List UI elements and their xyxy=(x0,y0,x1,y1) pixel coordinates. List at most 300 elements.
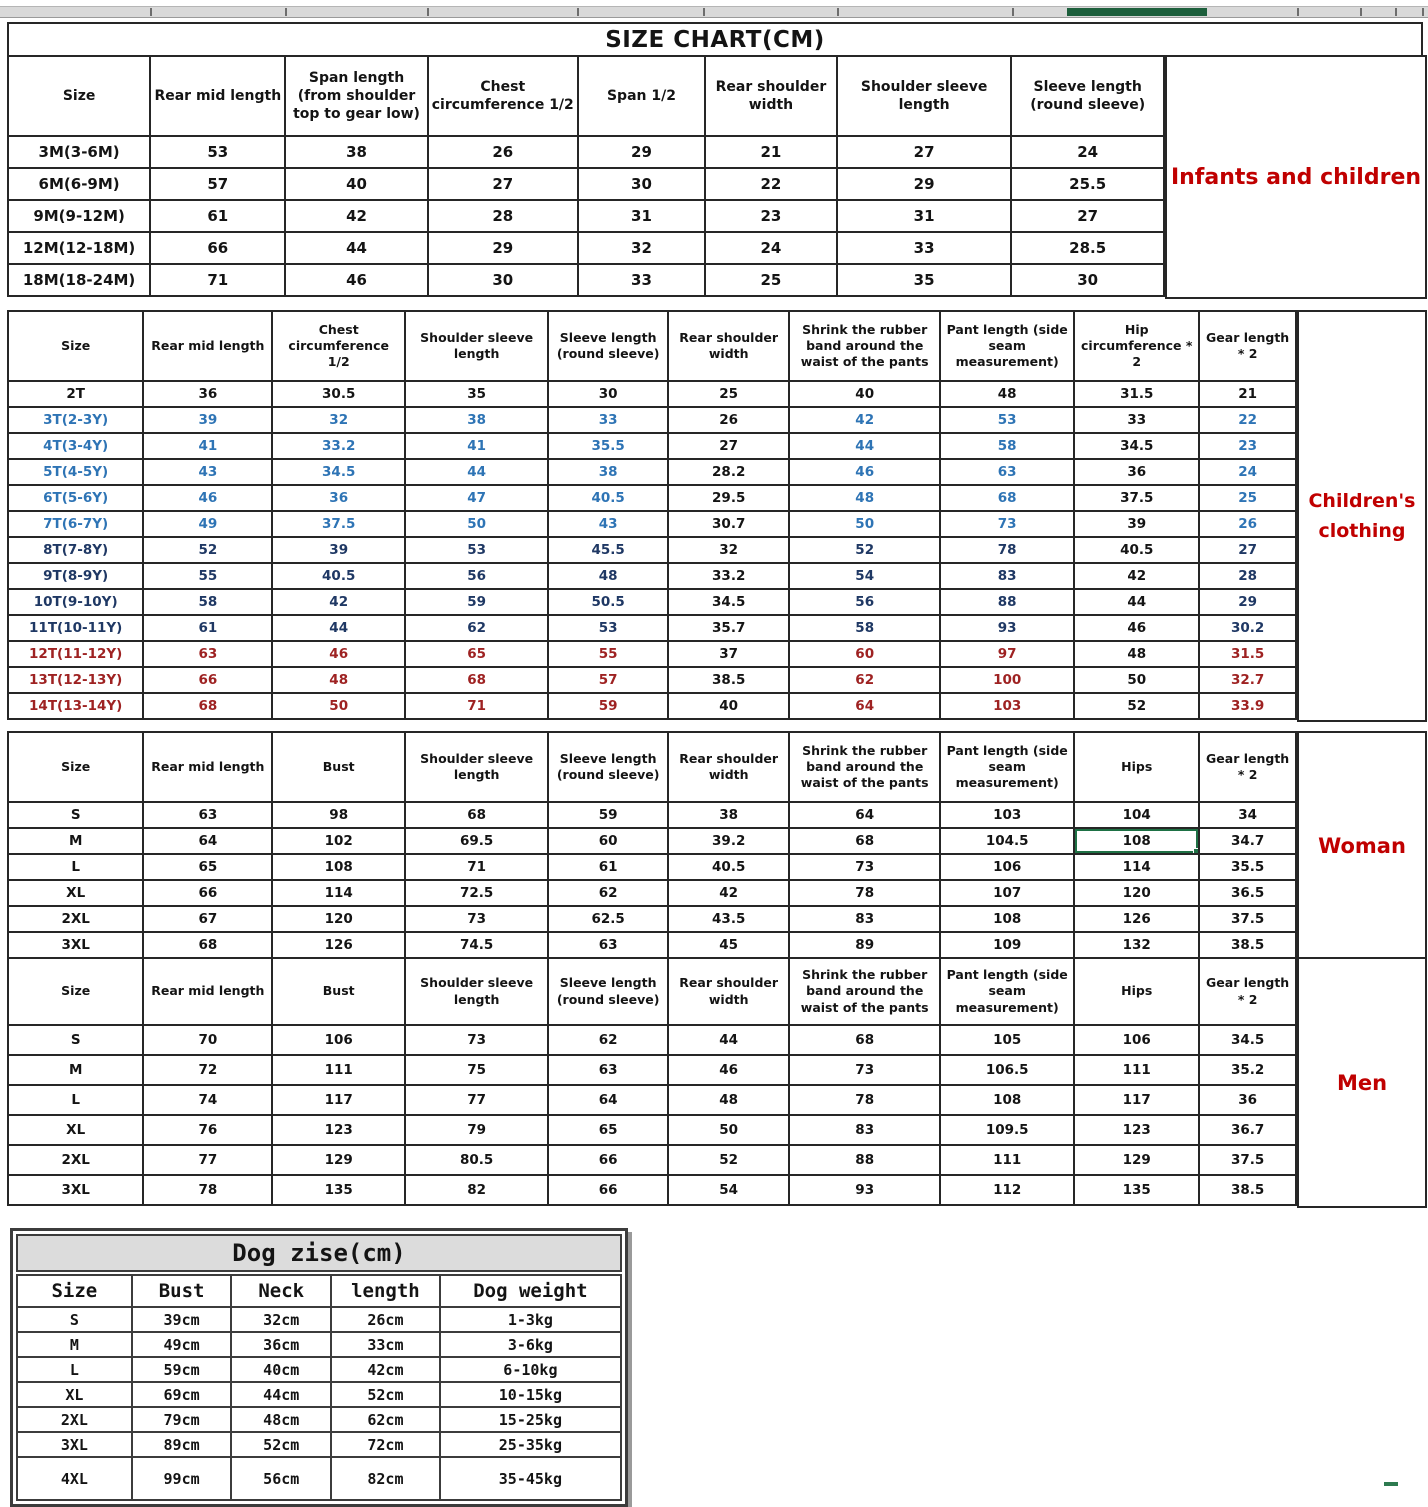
column-header: Shrink the rubber band around the waist of the pants xyxy=(789,311,940,381)
sheet-column-tick xyxy=(1395,8,1397,16)
data-cell: 33 xyxy=(1074,407,1199,433)
data-cell: 60 xyxy=(789,641,940,667)
data-cell: 73 xyxy=(789,1055,940,1085)
data-cell: 35 xyxy=(837,264,1012,296)
data-cell: 106 xyxy=(1074,1025,1199,1055)
column-header: Size xyxy=(8,56,150,136)
size-cell: 3XL xyxy=(8,932,143,958)
data-cell: 38.5 xyxy=(668,667,789,693)
data-cell: 28.2 xyxy=(668,459,789,485)
data-cell: 60 xyxy=(548,828,668,854)
column-header: Size xyxy=(8,311,143,381)
data-cell: 35 xyxy=(405,381,548,407)
table-row xyxy=(8,511,1296,537)
data-cell: 68 xyxy=(789,1025,940,1055)
data-cell: 72cm xyxy=(331,1432,440,1457)
data-cell: 36cm xyxy=(231,1332,331,1357)
data-cell: 129 xyxy=(1074,1145,1199,1175)
selected-cell[interactable]: 108 xyxy=(1074,828,1199,854)
table-row xyxy=(8,641,1296,667)
data-cell: 103 xyxy=(940,693,1074,719)
column-header: Rear mid length xyxy=(143,311,272,381)
column-header: Span 1/2 xyxy=(578,56,705,136)
data-cell: 50.5 xyxy=(548,589,668,615)
column-header: Size xyxy=(8,958,143,1025)
size-cell: M xyxy=(8,828,143,854)
data-cell: 59cm xyxy=(132,1357,232,1382)
data-cell: 46 xyxy=(789,459,940,485)
data-cell: 73 xyxy=(940,511,1074,537)
data-cell: 62 xyxy=(548,1025,668,1055)
data-cell: 22 xyxy=(705,168,837,200)
data-cell: 37.5 xyxy=(272,511,405,537)
data-cell: 73 xyxy=(789,854,940,880)
data-cell: 74.5 xyxy=(405,932,548,958)
data-cell: 88 xyxy=(940,589,1074,615)
data-cell: 104.5 xyxy=(940,828,1074,854)
data-cell: 34.7 xyxy=(1199,828,1296,854)
data-cell: 52 xyxy=(668,1145,789,1175)
data-cell: 34 xyxy=(1199,802,1296,828)
data-cell: 74 xyxy=(143,1085,272,1115)
data-cell: 54 xyxy=(789,563,940,589)
size-cell: 10T(9-10Y) xyxy=(8,589,143,615)
data-cell: 55 xyxy=(143,563,272,589)
data-cell: 66 xyxy=(150,232,285,264)
data-cell: 43 xyxy=(548,511,668,537)
column-header: Rear mid length xyxy=(143,732,272,802)
table-row xyxy=(8,1145,1296,1175)
column-header: Sleeve length (round sleeve) xyxy=(548,732,668,802)
data-cell: 39.2 xyxy=(668,828,789,854)
data-cell: 62 xyxy=(405,615,548,641)
column-header: Shoulder sleeve length xyxy=(837,56,1012,136)
data-cell: 23 xyxy=(1199,433,1296,459)
size-cell: 3T(2-3Y) xyxy=(8,407,143,433)
data-cell: 82 xyxy=(405,1175,548,1205)
column-header: Sleeve length (round sleeve) xyxy=(548,311,668,381)
data-cell: 109 xyxy=(940,932,1074,958)
size-cell: 7T(6-7Y) xyxy=(8,511,143,537)
data-cell: 78 xyxy=(789,1085,940,1115)
data-cell: 83 xyxy=(789,1115,940,1145)
data-cell: 61 xyxy=(548,854,668,880)
data-cell: 21 xyxy=(1199,381,1296,407)
table-row xyxy=(8,1175,1296,1205)
data-cell: 36.7 xyxy=(1199,1115,1296,1145)
data-cell: 32cm xyxy=(231,1307,331,1332)
data-cell: 63 xyxy=(940,459,1074,485)
data-cell: 80.5 xyxy=(405,1145,548,1175)
data-cell: 93 xyxy=(940,615,1074,641)
size-chart-title: SIZE CHART(CM) xyxy=(7,22,1423,57)
data-cell: 44 xyxy=(272,615,405,641)
data-cell: 37.5 xyxy=(1074,485,1199,511)
data-cell: 78 xyxy=(940,537,1074,563)
column-header: Bust xyxy=(272,958,405,1025)
data-cell: 34.5 xyxy=(668,589,789,615)
size-cell: 5T(4-5Y) xyxy=(8,459,143,485)
data-cell: 69cm xyxy=(132,1382,232,1407)
column-header: Gear length * 2 xyxy=(1199,311,1296,381)
data-cell: 58 xyxy=(143,589,272,615)
data-cell: 106 xyxy=(940,854,1074,880)
data-cell: 35.5 xyxy=(1199,854,1296,880)
data-cell: 48 xyxy=(789,485,940,511)
data-cell: 38 xyxy=(548,459,668,485)
data-cell: 26 xyxy=(428,136,578,168)
data-cell: 24 xyxy=(1011,136,1164,168)
table-row xyxy=(8,693,1296,719)
data-cell: 27 xyxy=(1199,537,1296,563)
data-cell: 44 xyxy=(405,459,548,485)
data-cell: 42 xyxy=(668,880,789,906)
data-cell: 97 xyxy=(940,641,1074,667)
data-cell: 36 xyxy=(272,485,405,511)
size-cell: 6T(5-6Y) xyxy=(8,485,143,511)
data-cell: 52 xyxy=(789,537,940,563)
data-cell: 40cm xyxy=(231,1357,331,1382)
data-cell: 108 xyxy=(272,854,405,880)
table-row xyxy=(8,906,1296,932)
data-cell: 50 xyxy=(789,511,940,537)
data-cell: 33.2 xyxy=(272,433,405,459)
infants-section-label: Infants and children xyxy=(1165,55,1427,299)
size-cell: 2XL xyxy=(8,1145,143,1175)
data-cell: 26cm xyxy=(331,1307,440,1332)
data-cell: 120 xyxy=(1074,880,1199,906)
data-cell: 54 xyxy=(668,1175,789,1205)
table-row xyxy=(8,802,1296,828)
woman-size-table xyxy=(7,731,1297,959)
header-row xyxy=(8,732,1296,802)
size-cell: M xyxy=(8,1055,143,1085)
data-cell: 103 xyxy=(940,802,1074,828)
column-header: Rear shoulder width xyxy=(668,311,789,381)
data-cell: 114 xyxy=(1074,854,1199,880)
data-cell: 108 xyxy=(940,906,1074,932)
size-cell: L xyxy=(8,1085,143,1115)
size-cell: 4XL xyxy=(17,1457,132,1500)
table-row xyxy=(8,1025,1296,1055)
size-cell: 3M(3-6M) xyxy=(8,136,150,168)
table-row xyxy=(8,264,1164,296)
men-section-label: Men xyxy=(1297,957,1427,1208)
data-cell: 120 xyxy=(272,906,405,932)
data-cell: 52cm xyxy=(331,1382,440,1407)
column-header: Hips xyxy=(1074,958,1199,1025)
column-header: Pant length (side seam measurement) xyxy=(940,311,1074,381)
data-cell: 40 xyxy=(285,168,427,200)
data-cell: 53 xyxy=(405,537,548,563)
column-header: Neck xyxy=(231,1275,331,1307)
data-cell: 32.7 xyxy=(1199,667,1296,693)
data-cell: 32 xyxy=(272,407,405,433)
data-cell: 46 xyxy=(285,264,427,296)
data-cell: 26 xyxy=(1199,511,1296,537)
column-header: Bust xyxy=(272,732,405,802)
data-cell: 64 xyxy=(548,1085,668,1115)
data-cell: 64 xyxy=(789,693,940,719)
size-cell: 9T(8-9Y) xyxy=(8,563,143,589)
data-cell: 100 xyxy=(940,667,1074,693)
data-cell: 49 xyxy=(143,511,272,537)
table-row xyxy=(8,828,1296,854)
data-cell: 98 xyxy=(272,802,405,828)
data-cell: 65 xyxy=(143,854,272,880)
data-cell: 71 xyxy=(405,854,548,880)
data-cell: 78 xyxy=(143,1175,272,1205)
data-cell: 117 xyxy=(272,1085,405,1115)
data-cell: 53 xyxy=(940,407,1074,433)
data-cell: 29.5 xyxy=(668,485,789,511)
data-cell: 43 xyxy=(143,459,272,485)
data-cell: 35.7 xyxy=(668,615,789,641)
data-cell: 25 xyxy=(705,264,837,296)
column-header: Dog weight xyxy=(440,1275,621,1307)
table-row xyxy=(8,537,1296,563)
data-cell: 66 xyxy=(548,1145,668,1175)
header-row xyxy=(8,958,1296,1025)
header-row xyxy=(8,56,1164,136)
data-cell: 27 xyxy=(1011,200,1164,232)
column-header: Pant length (side seam measurement) xyxy=(940,732,1074,802)
table-row xyxy=(8,880,1296,906)
sheet-selection-highlight xyxy=(1067,8,1207,16)
table-row xyxy=(8,136,1164,168)
data-cell: 104 xyxy=(1074,802,1199,828)
woman-section-label: Woman xyxy=(1297,731,1427,961)
data-cell: 62cm xyxy=(331,1407,440,1432)
data-cell: 44 xyxy=(789,433,940,459)
data-cell: 24 xyxy=(705,232,837,264)
data-cell: 59 xyxy=(548,693,668,719)
column-header: length xyxy=(331,1275,440,1307)
data-cell: 45 xyxy=(668,932,789,958)
data-cell: 38.5 xyxy=(1199,932,1296,958)
data-cell: 105 xyxy=(940,1025,1074,1055)
data-cell: 45.5 xyxy=(548,537,668,563)
data-cell: 53 xyxy=(548,615,668,641)
table-row xyxy=(8,1055,1296,1085)
table-row xyxy=(8,485,1296,511)
data-cell: 39 xyxy=(1074,511,1199,537)
size-cell: XL xyxy=(8,880,143,906)
column-header: Rear shoulder width xyxy=(668,732,789,802)
dog-size-table xyxy=(16,1274,622,1501)
data-cell: 3-6kg xyxy=(440,1332,621,1357)
data-cell: 68 xyxy=(143,932,272,958)
data-cell: 31 xyxy=(837,200,1012,232)
table-row xyxy=(17,1382,621,1407)
data-cell: 135 xyxy=(272,1175,405,1205)
data-cell: 35-45kg xyxy=(440,1457,621,1500)
data-cell: 32 xyxy=(578,232,705,264)
data-cell: 56 xyxy=(789,589,940,615)
size-cell: 2XL xyxy=(8,906,143,932)
data-cell: 10-15kg xyxy=(440,1382,621,1407)
data-cell: 50 xyxy=(1074,667,1199,693)
data-cell: 25 xyxy=(668,381,789,407)
data-cell: 23 xyxy=(705,200,837,232)
data-cell: 31.5 xyxy=(1074,381,1199,407)
data-cell: 25-35kg xyxy=(440,1432,621,1457)
data-cell: 40.5 xyxy=(548,485,668,511)
data-cell: 79 xyxy=(405,1115,548,1145)
data-cell: 47 xyxy=(405,485,548,511)
data-cell: 30 xyxy=(578,168,705,200)
column-header: Hip circumference * 2 xyxy=(1074,311,1199,381)
data-cell: 108 xyxy=(940,1085,1074,1115)
size-cell: 8T(7-8Y) xyxy=(8,537,143,563)
data-cell: 48 xyxy=(272,667,405,693)
column-header: Rear mid length xyxy=(143,958,272,1025)
data-cell: 34.5 xyxy=(1074,433,1199,459)
data-cell: 15-25kg xyxy=(440,1407,621,1432)
data-cell: 83 xyxy=(940,563,1074,589)
sheet-corner-artifact xyxy=(1384,1482,1398,1486)
data-cell: 40 xyxy=(668,693,789,719)
data-cell: 35.5 xyxy=(548,433,668,459)
sheet-column-tick xyxy=(837,8,839,16)
column-header: Sleeve length (round sleeve) xyxy=(1011,56,1164,136)
data-cell: 38 xyxy=(405,407,548,433)
table-row xyxy=(17,1432,621,1457)
data-cell: 68 xyxy=(143,693,272,719)
data-cell: 68 xyxy=(405,667,548,693)
data-cell: 64 xyxy=(143,828,272,854)
data-cell: 40.5 xyxy=(668,854,789,880)
data-cell: 66 xyxy=(143,880,272,906)
data-cell: 25 xyxy=(1199,485,1296,511)
data-cell: 63 xyxy=(548,1055,668,1085)
data-cell: 46 xyxy=(1074,615,1199,641)
data-cell: 44 xyxy=(668,1025,789,1055)
table-row xyxy=(8,932,1296,958)
data-cell: 31.5 xyxy=(1199,641,1296,667)
data-cell: 29 xyxy=(428,232,578,264)
data-cell: 68 xyxy=(405,802,548,828)
data-cell: 112 xyxy=(940,1175,1074,1205)
size-cell: XL xyxy=(8,1115,143,1145)
table-row xyxy=(17,1307,621,1332)
data-cell: 73 xyxy=(405,906,548,932)
column-header: Shoulder sleeve length xyxy=(405,958,548,1025)
data-cell: 36 xyxy=(1199,1085,1296,1115)
data-cell: 30 xyxy=(1011,264,1164,296)
table-row xyxy=(8,200,1164,232)
data-cell: 117 xyxy=(1074,1085,1199,1115)
size-cell: S xyxy=(8,802,143,828)
data-cell: 68 xyxy=(940,485,1074,511)
size-cell: L xyxy=(8,854,143,880)
data-cell: 72.5 xyxy=(405,880,548,906)
data-cell: 38 xyxy=(285,136,427,168)
data-cell: 111 xyxy=(1074,1055,1199,1085)
data-cell: 42 xyxy=(272,589,405,615)
data-cell: 126 xyxy=(1074,906,1199,932)
table-row xyxy=(8,407,1296,433)
data-cell: 40.5 xyxy=(1074,537,1199,563)
data-cell: 34.5 xyxy=(272,459,405,485)
sheet-top-edge xyxy=(0,6,1428,18)
size-cell: 2XL xyxy=(17,1407,132,1432)
column-header: Shrink the rubber band around the waist of the pants xyxy=(789,732,940,802)
data-cell: 67 xyxy=(143,906,272,932)
data-cell: 93 xyxy=(789,1175,940,1205)
data-cell: 107 xyxy=(940,880,1074,906)
data-cell: 42cm xyxy=(331,1357,440,1382)
data-cell: 61 xyxy=(143,615,272,641)
data-cell: 41 xyxy=(405,433,548,459)
data-cell: 71 xyxy=(150,264,285,296)
data-cell: 61 xyxy=(150,200,285,232)
data-cell: 66 xyxy=(143,667,272,693)
data-cell: 33.2 xyxy=(668,563,789,589)
data-cell: 56 xyxy=(405,563,548,589)
data-cell: 62 xyxy=(548,880,668,906)
column-header: Shrink the rubber band around the waist of the pants xyxy=(789,958,940,1025)
column-header: Span length (from shoulder top to gear low) xyxy=(285,56,427,136)
size-cell: 3XL xyxy=(8,1175,143,1205)
data-cell: 123 xyxy=(1074,1115,1199,1145)
table-row xyxy=(8,1115,1296,1145)
data-cell: 59 xyxy=(548,802,668,828)
data-cell: 69.5 xyxy=(405,828,548,854)
data-cell: 106.5 xyxy=(940,1055,1074,1085)
data-cell: 114 xyxy=(272,880,405,906)
data-cell: 46 xyxy=(272,641,405,667)
size-cell: 6M(6-9M) xyxy=(8,168,150,200)
data-cell: 34.5 xyxy=(1199,1025,1296,1055)
data-cell: 75 xyxy=(405,1055,548,1085)
data-cell: 26 xyxy=(668,407,789,433)
data-cell: 68 xyxy=(789,828,940,854)
data-cell: 56cm xyxy=(231,1457,331,1500)
table-row xyxy=(8,168,1164,200)
data-cell: 40 xyxy=(789,381,940,407)
data-cell: 48 xyxy=(548,563,668,589)
column-header: Sleeve length (round sleeve) xyxy=(548,958,668,1025)
size-cell: 12T(11-12Y) xyxy=(8,641,143,667)
sheet-column-tick xyxy=(577,8,579,16)
children-section-label: Children's clothing xyxy=(1297,310,1427,722)
size-cell: 3XL xyxy=(17,1432,132,1457)
column-header: Chest circumference 1/2 xyxy=(428,56,578,136)
data-cell: 36 xyxy=(143,381,272,407)
data-cell: 28 xyxy=(1199,563,1296,589)
data-cell: 36.5 xyxy=(1199,880,1296,906)
data-cell: 102 xyxy=(272,828,405,854)
sheet-column-tick xyxy=(1012,8,1014,16)
data-cell: 52 xyxy=(143,537,272,563)
data-cell: 33 xyxy=(837,232,1012,264)
size-cell: S xyxy=(17,1307,132,1332)
data-cell: 35.2 xyxy=(1199,1055,1296,1085)
table-row xyxy=(8,433,1296,459)
data-cell: 111 xyxy=(272,1055,405,1085)
data-cell: 132 xyxy=(1074,932,1199,958)
data-cell: 44 xyxy=(1074,589,1199,615)
data-cell: 27 xyxy=(428,168,578,200)
table-row xyxy=(17,1407,621,1432)
table-row xyxy=(8,667,1296,693)
data-cell: 48 xyxy=(1074,641,1199,667)
size-cell: 13T(12-13Y) xyxy=(8,667,143,693)
data-cell: 28 xyxy=(428,200,578,232)
column-header: Shoulder sleeve length xyxy=(405,311,548,381)
data-cell: 36 xyxy=(1074,459,1199,485)
